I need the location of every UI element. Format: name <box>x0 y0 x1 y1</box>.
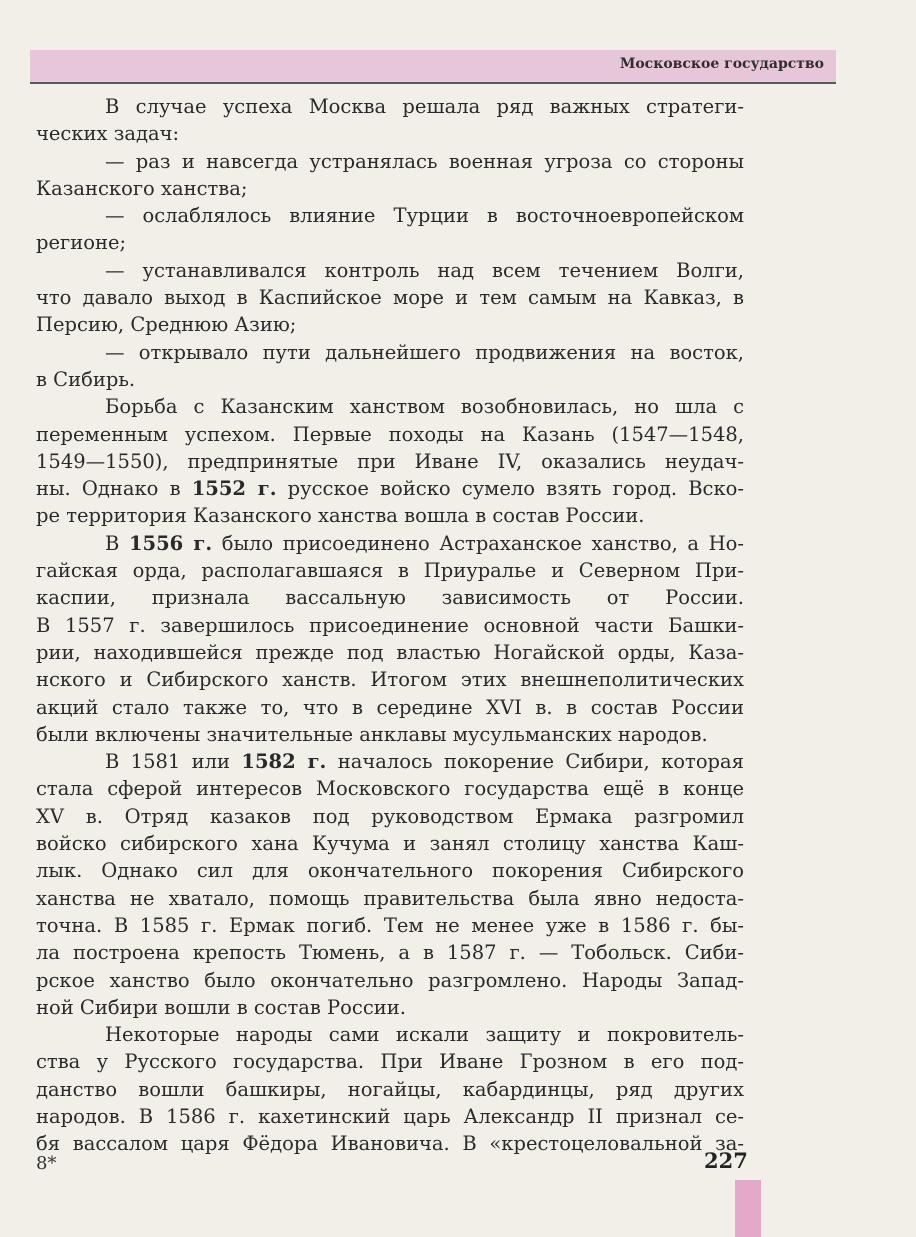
text-line: ханства не хватало, помощь правительства была явно недоста- <box>36 886 744 910</box>
text-line: были включены значительные анклавы мусульманских народов. <box>36 722 708 746</box>
text-line: стала сферой интересов Московского государства ещё в конце <box>36 777 744 801</box>
text-line: ческих задач: <box>36 122 180 146</box>
paragraph-start: Некоторые народы сами искали защиту и покровитель- <box>105 1023 744 1047</box>
text-line: ной Сибири вошли в состав России. <box>36 995 406 1019</box>
list-item: — устанавливался контроль над всем течением Волги, <box>105 258 744 282</box>
signature-mark: 8* <box>36 1153 57 1174</box>
page-number: 227 <box>704 1148 748 1173</box>
text-line: что давало выход в Каспийское море и тем самым на Кавказ, в <box>36 286 744 310</box>
text-line: данство вошли башкиры, ногайцы, кабардинцы, ряд других <box>36 1077 744 1101</box>
text-line: народов. В 1586 г. кахетинский царь Александр II признал се- <box>36 1104 744 1128</box>
text-run: В <box>105 531 129 555</box>
text-line: 1549—1550), предпринятые при Иване IV, оказались неудач- <box>36 449 744 473</box>
text-run: ны. Однако в <box>36 477 192 501</box>
paragraph-start <box>36 530 744 557</box>
body-text <box>36 93 744 1158</box>
text-line: регионе; <box>36 231 127 255</box>
text-line: акций стало также то, что в середине XVI в. в состав России <box>36 695 744 719</box>
text-line: В случае успеха Москва решала ряд важных стратеги- <box>105 95 744 118</box>
text-line <box>36 475 744 502</box>
text-line: ла построена крепость Тюмень, а в 1587 г. — Тобольск. Сиби- <box>36 941 744 965</box>
paragraph-start: Борьба с Казанским ханством возобновилась, но шла с <box>105 395 744 419</box>
bold-date: 1552 г. <box>191 477 277 501</box>
text-line: XV в. Отряд казаков под руководством Ермака разгромил <box>36 804 744 828</box>
text-line: ре территория Казанского ханства вошла в состав России. <box>36 504 645 528</box>
text-run: русское войско сумело взять город. Вско- <box>276 477 744 501</box>
text-line: рии, находившейся прежде под властью Ногайской орды, Каза- <box>36 640 744 664</box>
text-line: В 1557 г. завершилось присоединение основной части Башки- <box>36 613 744 637</box>
text-line: Персию, Среднюю Азию; <box>36 313 297 337</box>
text-run: началось покорение Сибири, которая <box>326 750 744 774</box>
text-line: нского и Сибирского ханств. Итогом этих внешнеполитических <box>36 668 744 692</box>
text-line: каспии, признала вассальную зависимость от России. <box>36 586 744 610</box>
list-item: — ослаблялось влияние Турции в восточноевропейском <box>105 204 744 228</box>
text-line: гайская орда, располагавшаяся в Приуралье и Северном При- <box>36 559 744 583</box>
chapter-edge-tab <box>735 1180 761 1237</box>
text-line: лык. Однако сил для окончательного покорения Сибирского <box>36 859 744 883</box>
text-line: переменным успехом. Первые походы на Казань (1547—1548, <box>36 422 744 446</box>
running-header-title: Московское государство <box>619 56 824 72</box>
text-line: войско сибирского хана Кучума и занял столицу ханства Каш- <box>36 832 744 856</box>
text-line: бя вассалом царя Фёдора Ивановича. В «крестоцеловальной за- <box>36 1132 744 1156</box>
bold-date: 1582 г. <box>241 750 327 774</box>
paragraph-start <box>36 748 744 775</box>
text-run: В 1581 или <box>105 750 242 774</box>
text-line: Казанского ханства; <box>36 176 248 200</box>
list-item: — открывало пути дальнейшего продвижения на восток, <box>105 340 744 364</box>
list-item: — раз и навсегда устранялась военная угроза со стороны <box>105 149 744 173</box>
text-line: в Сибирь. <box>36 367 136 391</box>
text-line: точна. В 1585 г. Ермак погиб. Тем не менее уже в 1586 г. бы- <box>36 913 744 937</box>
text-line: ства у Русского государства. При Иване Грозном в его под- <box>36 1050 744 1074</box>
bold-date: 1556 г. <box>128 531 213 555</box>
text-line: рское ханство было окончательно разгромлено. Народы Запад- <box>36 968 744 992</box>
text-run: было присоединено Астраханское ханство, а Но- <box>212 531 744 555</box>
header-rule <box>30 82 836 84</box>
